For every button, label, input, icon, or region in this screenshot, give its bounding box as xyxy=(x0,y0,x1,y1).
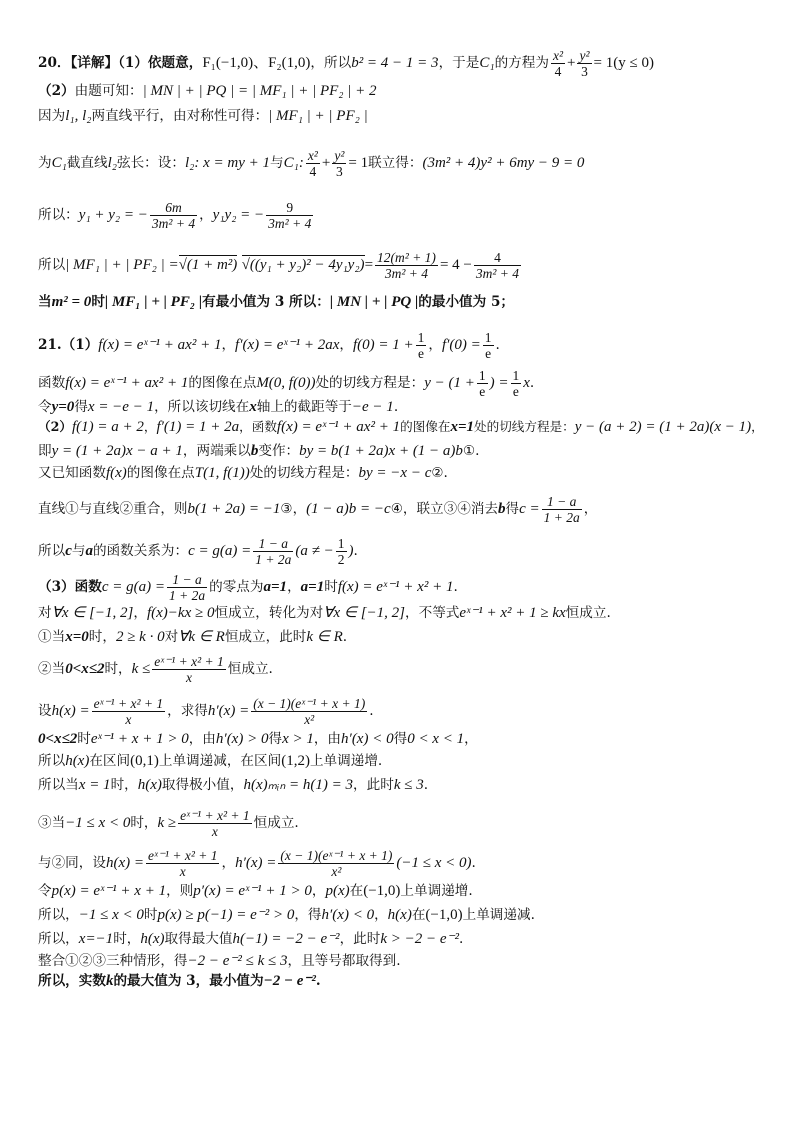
line-24: ③当−1 ≤ x < 0时，k ≥ $\frac{\text{eˣ⁻¹ + x² + 1}}{x}$ 恒成立. xyxy=(38,808,299,839)
fraction: $\frac{\text{eˣ⁻¹ + x² + 1}}{x}$ xyxy=(93,696,164,727)
math: | MN | + | PQ | = | MF₁ | + | PF₂ | + 2 xyxy=(142,83,377,99)
line-26: 令p(x) = eˣ⁻¹ + x + 1，则p′(x) = eˣ⁻¹ + 1 > 0，p(x)在(−1,0)上单调递增. xyxy=(38,883,473,899)
line-13: 又已知函数f(x)的图像在点T(1, f(1))处的切线方程是：by = −x − c②. xyxy=(38,465,448,481)
fraction: $\frac{4}{\text{3m² + 4}}$ xyxy=(475,250,520,281)
line-16: （3）函数c = g(a) = $\frac{1 - a}{1 + 2a}$ 的零点为a=1，a=1时f(x) = eˣ⁻¹ + x² + 1. xyxy=(38,572,458,603)
line-08: 21.（1）f(x) = eˣ⁻¹ + ax² + 1，f′(x) = eˣ⁻¹ + 2ax，f(0) = 1 + $\frac{1}{e}$ ，f′(0) = $\frac{1}{e}$ . xyxy=(38,330,500,361)
line-28: 所以，x=−1时，h(x)取得最大值h(−1) = −2 − e⁻²，此时k > −2 − e⁻². xyxy=(38,931,464,947)
fraction: $\frac{\text{x²}}{4}$ xyxy=(307,148,318,179)
line-21: 0<x≤2时eˣ⁻¹ + x + 1 > 0，由h′(x) > 0得x > 1，由h′(x) < 0得0 < x < 1， xyxy=(38,731,478,747)
text: 20．【详解】（1）依题意， xyxy=(38,55,203,71)
fraction: $\frac{9}{\text{3m² + 4}}$ xyxy=(268,200,312,231)
fraction: $\frac{\text{y²}}{3}$ xyxy=(334,148,345,179)
line-01: 20．【详解】（1）依题意，F₁(−1,0)、F₂(1,0)，所以b² = 4 − 1 = 3，于是C₁的方程为 $\frac{\text{x²}}{4}$ + $\frac{\text{y²}}{3}$ = 1(y ≤ 0) xyxy=(38,48,654,79)
text: ，于是 xyxy=(438,55,480,71)
line-12: 即y = (1 + 2a)x − a + 1，两端乘以b变作：by = b(1 + 2a)x + (1 − a)b①. xyxy=(38,443,480,459)
line-30: 所以，实数k的最大值为 3，最小值为−2 − e⁻². xyxy=(38,973,321,989)
sqrt: √((y₁ + y₂)² − 4y₁y₂) xyxy=(241,257,365,273)
line-19: ②当0<x≤2时，k ≤ $\frac{\text{eˣ⁻¹ + x² + 1}}{x}$ 恒成立. xyxy=(38,654,273,685)
fraction: $\frac{1}{e}$ xyxy=(484,330,492,361)
line-17: 对∀x ∈ [−1, 2]，f(x)−kx ≥ 0恒成立，转化为对∀x ∈ [−1, 2]，不等式eˣ⁻¹ + x² + 1 ≥ kx恒成立. xyxy=(38,605,611,621)
line-05: 所以：y₁ + y₂ = − $\frac{6m}{\text{3m² + 4}}$ ，y₁y₂ = − $\frac{9}{\text{3m² + 4}}$ xyxy=(38,200,312,231)
fraction: $\frac{1 - a}{1 + 2a}$ xyxy=(169,572,206,603)
math: C₁ xyxy=(479,55,495,71)
fraction: $\frac{\text{(x − 1)(eˣ⁻¹ + x + 1)}}{\text{x²}}$ xyxy=(280,848,393,879)
fraction: $\frac{\text{y²}}{3}$ xyxy=(579,48,590,79)
fraction: $\frac{\text{eˣ⁻¹ + x² + 1}}{x}$ xyxy=(154,654,224,685)
math: = 1(y ≤ 0) xyxy=(593,55,654,71)
fraction: $\frac{1 - a}{1 + 2a}$ xyxy=(543,494,580,525)
fraction: $\frac{1}{e}$ xyxy=(512,368,520,399)
fraction: $\frac{\text{x²}}{4}$ xyxy=(552,48,563,79)
fraction: $\frac{1}{2}$ xyxy=(337,536,345,567)
fraction: $\frac{1}{e}$ xyxy=(478,368,486,399)
line-18: ①当x=0时，2 ≥ k · 0对∀k ∈ R恒成立，此时k ∈ R. xyxy=(38,629,348,645)
line-07: 当m² = 0时| MF₁ | + | PF₂ |有最小值为 3 所以：| MN | + | PQ |的最小值为 5； xyxy=(38,294,515,310)
line-14: 直线①与直线②重合，则b(1 + 2a) = −1③，(1 − a)b = −c④，联立③④消去b得c = $\frac{1 - a}{1 + 2a}$ ， xyxy=(38,494,598,525)
math: b² = 4 − 1 = 3 xyxy=(351,55,439,71)
text: 的方程为 xyxy=(494,55,549,71)
math: F₁(−1,0)、F₂(1,0) xyxy=(202,55,311,71)
line-22: 所以h(x)在区间(0,1)上单调递减，在区间(1,2)上单调递增. xyxy=(38,753,383,769)
line-02: （2）由题可知：| MN | + | PQ | = | MF₁ | + | PF₂ | + 2 xyxy=(38,83,377,99)
text: ，所以 xyxy=(310,55,352,71)
fraction: $\frac{\text{12(m² + 1)}}{\text{3m² + 4}}$ xyxy=(377,250,436,281)
line-25: 与②同，设h(x) = $\frac{\text{eˣ⁻¹ + x² + 1}}{x}$ ，h′(x) = $\frac{\text{(x − 1)(eˣ⁻¹ + x + 1)}}{\text{x²}}$ (−1 ≤ x < 0). xyxy=(38,848,476,879)
line-03: 因为l₁, l₂两直线平行，由对称性可得：| MF₁ | + | PF₂ | xyxy=(38,108,368,124)
line-04: 为C₁截直线l₂弦长：设：l₂: x = my + 1与C₁: $\frac{\text{x²}}{4}$ + $\frac{\text{y²}}{3}$ = 1联立得：(3m² + 4)y² + 6my − 9 = 0 xyxy=(38,148,585,179)
fraction: $\frac{\text{eˣ⁻¹ + x² + 1}}{x}$ xyxy=(148,848,218,879)
line-11: （2）f(1) = a + 2，f′(1) = 1 + 2a，函数f(x) = eˣ⁻¹ + ax² + 1的图像在x=1处的切线方程是：y − (a + 2) = (1 + 2a)(x − 1)， xyxy=(38,419,764,435)
fraction: $\frac{\text{eˣ⁻¹ + x² + 1}}{x}$ xyxy=(180,808,250,839)
line-10: 令y=0得x = −e − 1，所以该切线在x轴上的截距等于−e − 1. xyxy=(38,399,399,415)
line-29: 整合①②③三种情形，得−2 − e⁻² ≤ k ≤ 3，且等号都取得到. xyxy=(38,953,401,969)
fraction: $\frac{1 - a}{1 + 2a}$ xyxy=(255,536,292,567)
line-27: 所以，−1 ≤ x < 0时p(x) ≥ p(−1) = e⁻² > 0，得h′(x) < 0，h(x)在(−1,0)上单调递减. xyxy=(38,907,535,923)
line-20: 设h(x) = $\frac{\text{eˣ⁻¹ + x² + 1}}{x}$ ，求得h′(x) = $\frac{\text{(x − 1)(eˣ⁻¹ + x + 1)}}{\text{x²}}$ . xyxy=(38,696,374,727)
fraction: $\frac{1}{e}$ xyxy=(417,330,425,361)
fraction: $\frac{\text{(x − 1)(eˣ⁻¹ + x + 1)}}{\text{x²}}$ xyxy=(253,696,366,727)
line-15: 所以c与a的函数关系为：c = g(a) = $\frac{1 - a}{1 + 2a}$ (a ≠ − $\frac{1}{2}$ ). xyxy=(38,536,358,567)
line-23: 所以当x = 1时，h(x)取得极小值，h(x)ₘᵢₙ = h(1) = 3，此时k ≤ 3. xyxy=(38,777,429,793)
fraction: $\frac{6m}{\text{3m² + 4}}$ xyxy=(151,200,196,231)
sqrt: √(1 + m²) xyxy=(178,257,238,273)
line-06: 所以| MF₁ | + | PF₂ | =√(1 + m²) √((y₁ + y₂)² − 4y₁y₂)= $\frac{\text{12(m² + 1)}}{\text{3m² + 4}}$ = 4 − $\frac{4}{\text{3m² + 4}}$ xyxy=(38,250,520,281)
line-09: 函数f(x) = eˣ⁻¹ + ax² + 1的图像在点M(0, f(0))处的切线方程是：y − (1 + $\frac{1}{e}$ ) = $\frac{1}{e}$ x. xyxy=(38,368,535,399)
